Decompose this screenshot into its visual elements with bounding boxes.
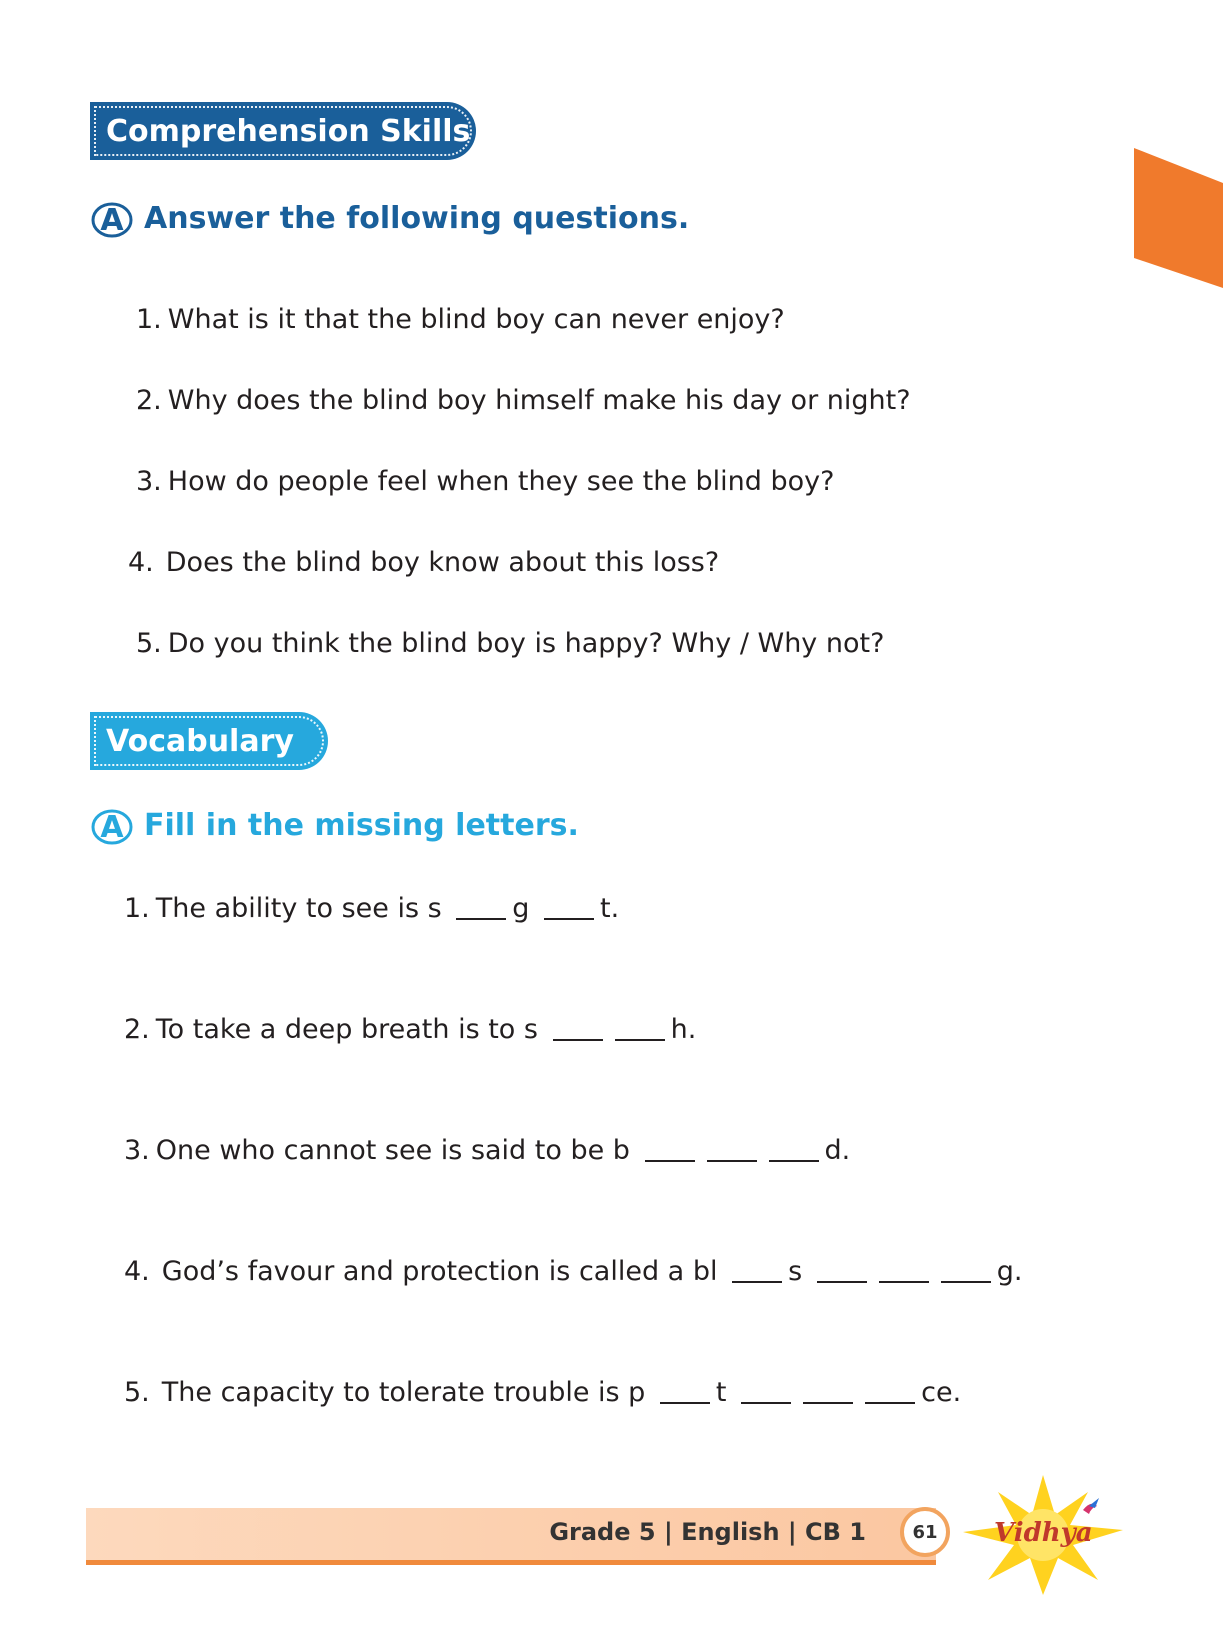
answer-blank[interactable] <box>707 1159 757 1162</box>
question-item: 1. What is it that the blind boy can never enjoy? <box>136 304 785 335</box>
question-item: 2. Why does the blind boy himself make his day or night? <box>136 385 911 416</box>
fill-in-item: 1. The ability to see is s g t. <box>124 893 620 924</box>
answer-blank[interactable] <box>732 1280 782 1283</box>
answer-blank[interactable] <box>553 1038 603 1041</box>
activity-instruction: Answer the following questions. <box>144 200 690 236</box>
fill-in-item: 3. One who cannot see is said to be b d. <box>124 1135 851 1166</box>
answer-blank[interactable] <box>660 1401 710 1404</box>
answer-blank[interactable] <box>865 1401 915 1404</box>
answer-blank[interactable] <box>941 1280 991 1283</box>
answer-blank[interactable] <box>456 917 506 920</box>
answer-blank[interactable] <box>769 1159 819 1162</box>
fill-in-item: 2. To take a deep breath is to s h. <box>124 1014 697 1045</box>
vocabulary-banner <box>90 712 328 770</box>
fill-in-item: 5. The capacity to tolerate trouble is p t ce. <box>124 1377 962 1408</box>
activity-heading <box>90 196 689 240</box>
question-item: 5. Do you think the blind boy is happy? Why / Why not? <box>136 628 885 659</box>
footer-book-info: Grade 5 | English | CB 1 <box>549 1518 866 1546</box>
corner-tab-decoration <box>1134 148 1223 288</box>
answer-blank[interactable] <box>645 1159 695 1162</box>
answer-blank[interactable] <box>817 1280 867 1283</box>
activity-heading <box>90 803 579 847</box>
question-item: 4. Does the blind boy know about this loss? <box>128 547 720 578</box>
answer-blank[interactable] <box>615 1038 665 1041</box>
footer-bar <box>86 1508 936 1565</box>
banner-label: Vocabulary <box>106 723 294 759</box>
activity-instruction: Fill in the missing letters. <box>144 807 579 843</box>
question-item: 3. How do people feel when they see the blind boy? <box>136 466 835 497</box>
answer-blank[interactable] <box>803 1401 853 1404</box>
answer-blank[interactable] <box>544 917 594 920</box>
page-number: 61 <box>900 1507 950 1557</box>
answer-blank[interactable] <box>741 1401 791 1404</box>
activity-letter: A <box>100 810 124 845</box>
activity-a-icon <box>90 196 134 240</box>
activity-a-icon <box>90 803 134 847</box>
comprehension-skills-banner <box>90 102 476 160</box>
banner-label: Comprehension Skills <box>106 113 471 149</box>
answer-blank[interactable] <box>879 1280 929 1283</box>
activity-letter: A <box>100 203 124 238</box>
fill-in-item: 4. God’s favour and protection is called a bl s g. <box>124 1256 1023 1287</box>
brand-logo-text: Vidhya <box>994 1518 1093 1548</box>
